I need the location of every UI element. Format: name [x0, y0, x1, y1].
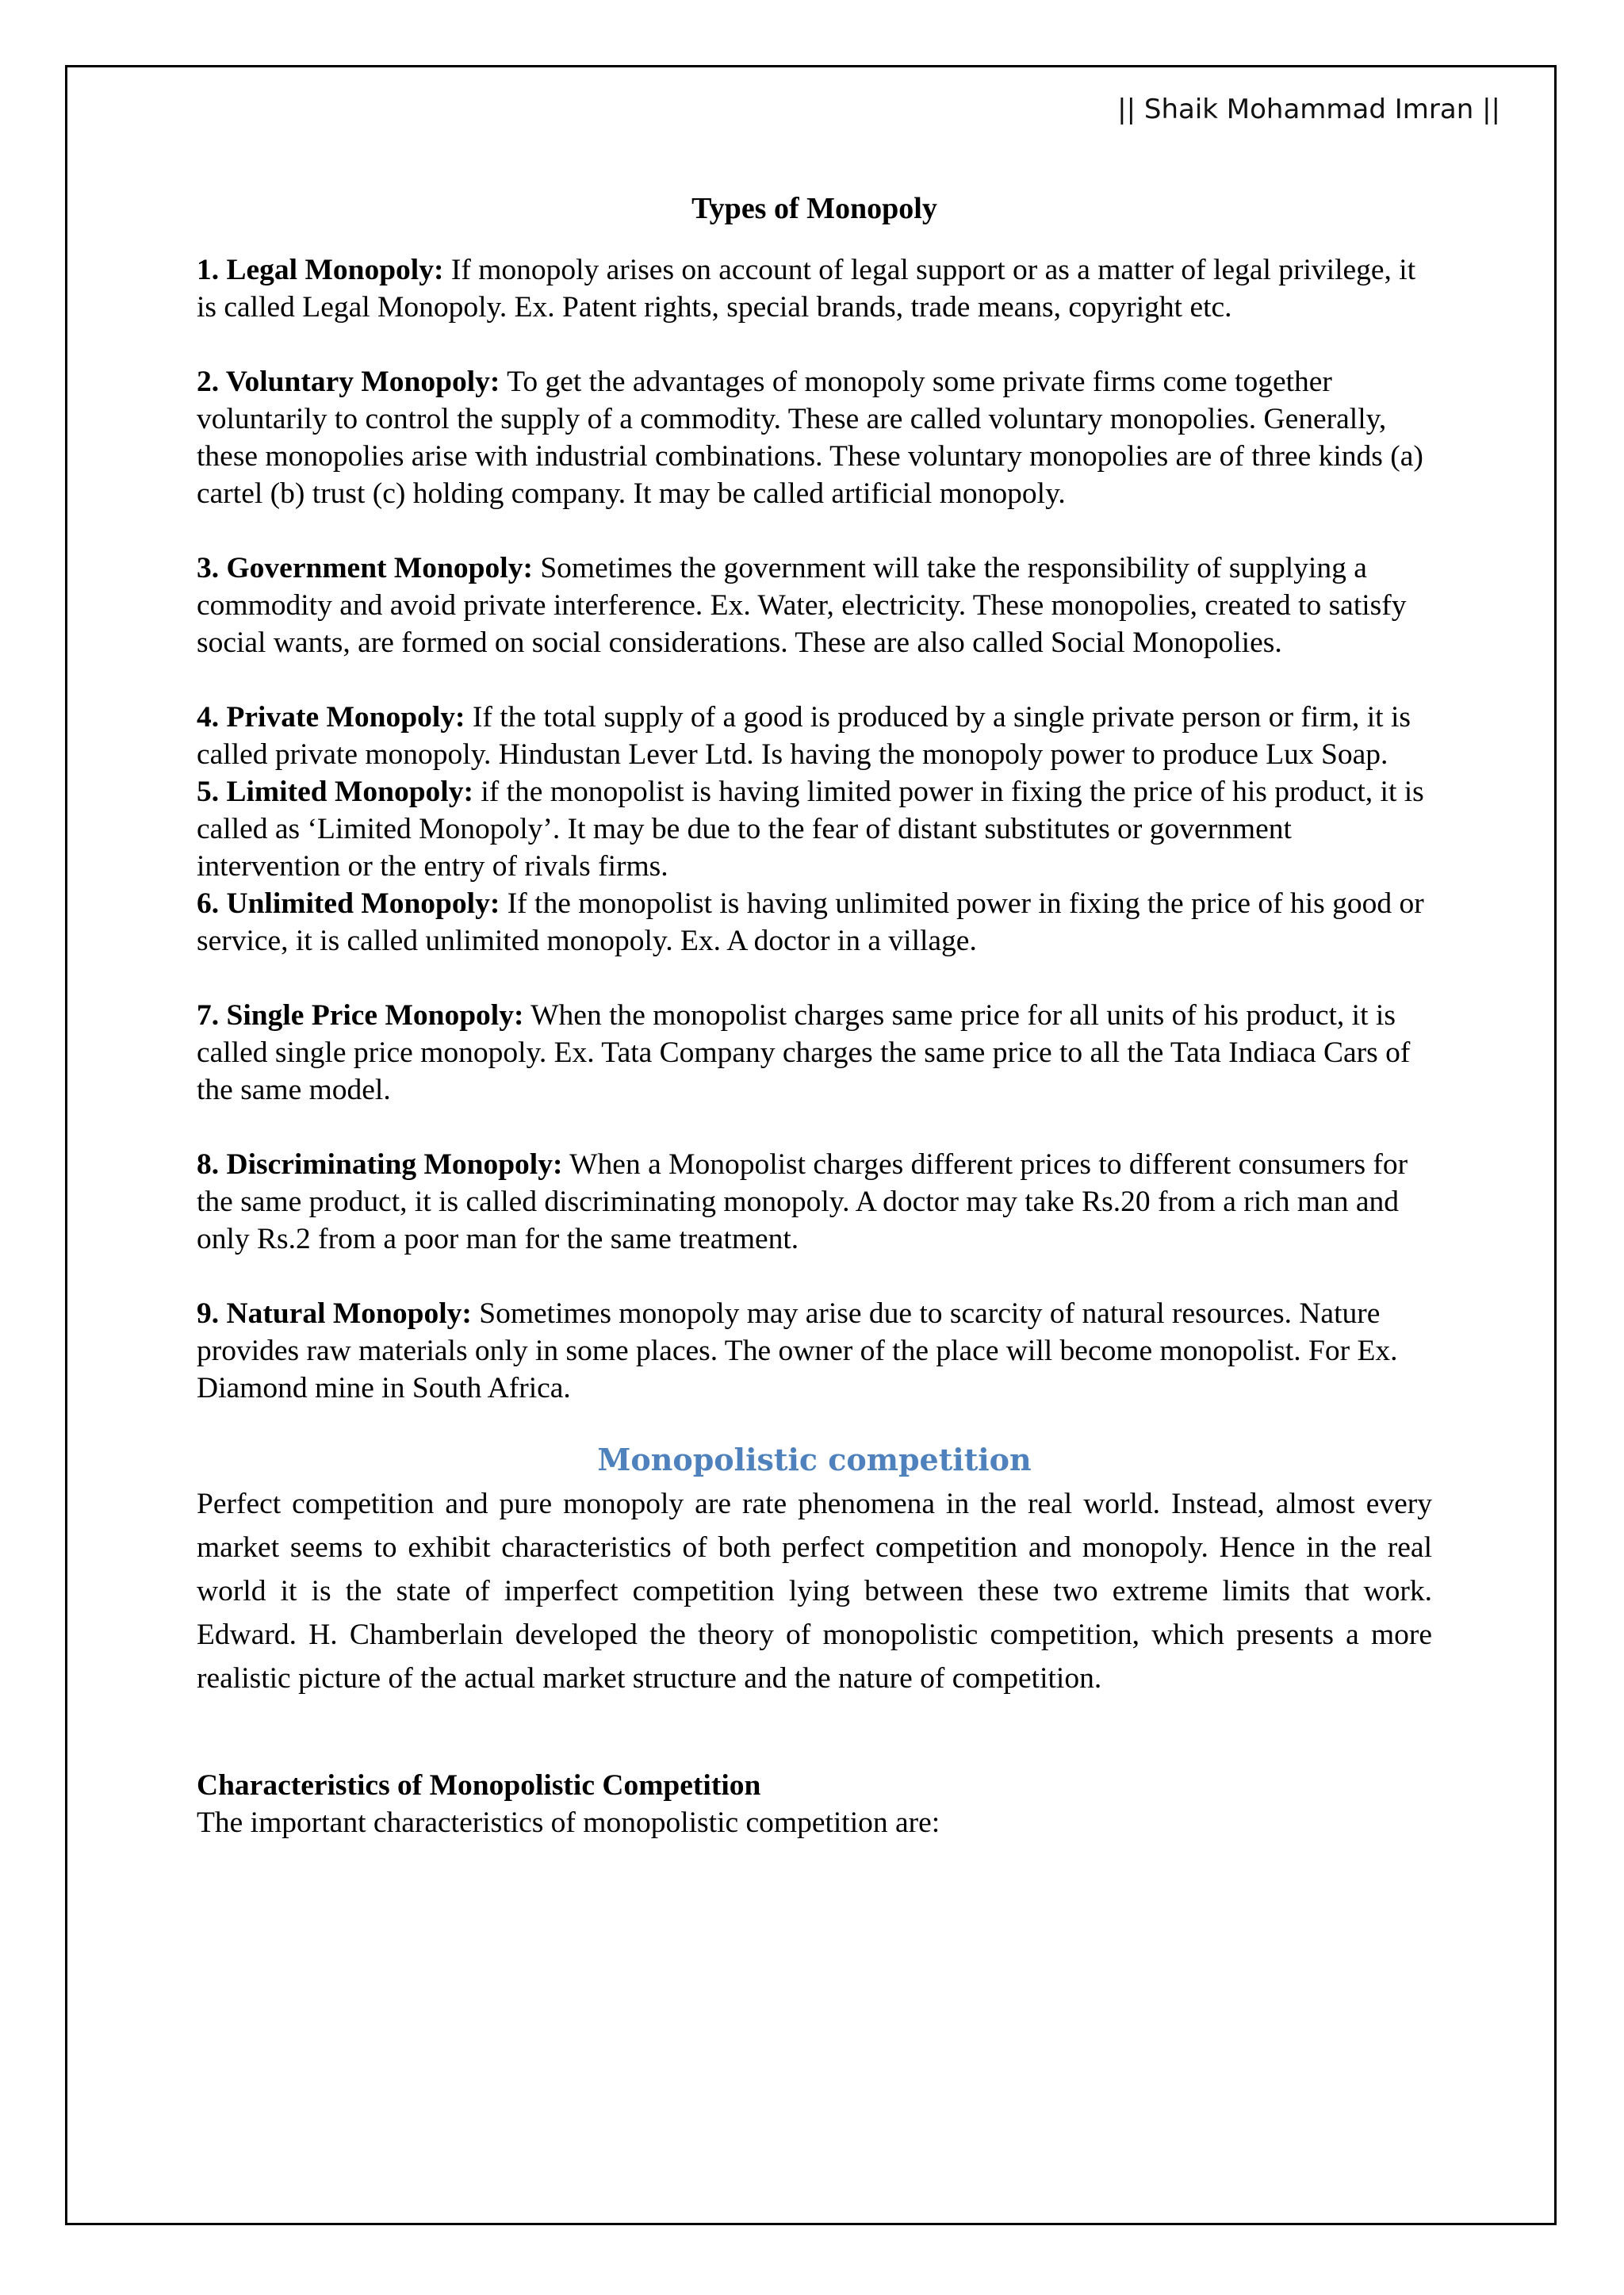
type-text: To get the advantages of monopoly some private firms come together voluntarily to control the supply of a commodity. These are called voluntary monopolies. Generally, these monopolies arise with industrial combinations. These voluntary monopolies are of three kinds (a) cartel (b) trust (c) holding company. It may be called artificial monopoly. — [197, 366, 1423, 510]
characteristics-heading: Characteristics of Monopolistic Competition — [197, 1769, 761, 1802]
type-text: if the monopolist is having limited power in fixing the price of his product, it is called as ‘Limited Monopoly’. It may be due to the fear of distant substitutes or government intervention or the entry of rivals firms. — [197, 776, 1424, 883]
type-term: 2. Voluntary Monopoly: — [197, 366, 500, 398]
type-discriminating — [197, 1146, 1432, 1258]
characteristics-intro: The important characteristics of monopolistic competition are: — [197, 1806, 940, 1839]
type-text: When a Monopolist charges different prices to different consumers for the same product, it is called discriminating monopoly. A doctor may take Rs.20 from a rich man and only Rs.2 from a poor man for the same treatment. — [197, 1148, 1408, 1255]
type-government — [197, 550, 1432, 661]
type-term: 6. Unlimited Monopoly: — [197, 887, 500, 920]
type-text: Sometimes monopoly may arise due to scarcity of natural resources. Nature provides raw materials only in some places. The owner of the place will become monopolist. For Ex. Diamond mine in South Africa. — [197, 1297, 1398, 1404]
document-body — [197, 190, 1432, 1841]
type-unlimited — [197, 885, 1432, 960]
type-voluntary — [197, 363, 1432, 512]
type-natural — [197, 1295, 1432, 1407]
page-title: Types of Monopoly — [691, 192, 937, 225]
type-term: 5. Limited Monopoly: — [197, 776, 473, 808]
type-private — [197, 699, 1432, 773]
type-term: 9. Natural Monopoly: — [197, 1297, 472, 1330]
type-text: Sometimes the government will take the responsibility of supplying a commodity and avoid private interference. Ex. Water, electricity. These monopolies, created to satisfy social wants, are formed on social considerations. These are also called Social Monopolies. — [197, 552, 1407, 659]
type-term: 8. Discriminating Monopoly: — [197, 1148, 563, 1181]
page-header-author: || Shaik Mohammad Imran || — [1117, 94, 1500, 125]
section-heading-monopolistic: Monopolistic competition — [597, 1442, 1032, 1477]
type-limited — [197, 773, 1432, 885]
type-legal — [197, 251, 1432, 326]
type-text: If the total supply of a good is produced by a single private person or firm, it is called private monopoly. Hindustan Lever Ltd. Is having the monopoly power to produce Lux Soap. — [197, 701, 1411, 771]
type-text: If the monopolist is having unlimited power in fixing the price of his good or service, it is called unlimited monopoly. Ex. A doctor in a village. — [197, 887, 1424, 957]
type-term: 7. Single Price Monopoly: — [197, 999, 524, 1032]
monopolistic-body: Perfect competition and pure monopoly are rate phenomena in the real world. Instead, almost every market seems to exhibit characteristics of both perfect competition and monopoly. Hence in the real world it is the state of imperfect competition lying between these two extreme limits that work. Edward. H. Chamberlain developed the theory of monopolistic competition, which presents a more realistic picture of the actual market structure and the nature of competition. — [197, 1488, 1432, 1695]
type-text: When the monopolist charges same price for all units of his product, it is called single price monopoly. Ex. Tata Company charges the same price to all the Tata Indiaca Cars of the same model. — [197, 999, 1411, 1106]
type-term: 1. Legal Monopoly: — [197, 254, 444, 286]
type-term: 4. Private Monopoly: — [197, 701, 465, 734]
type-term: 3. Government Monopoly: — [197, 552, 533, 584]
type-single-price — [197, 997, 1432, 1109]
type-text: If monopoly arises on account of legal support or as a matter of legal privilege, it is called Legal Monopoly. Ex. Patent rights, special brands, trade means, copyright etc. — [197, 254, 1416, 324]
